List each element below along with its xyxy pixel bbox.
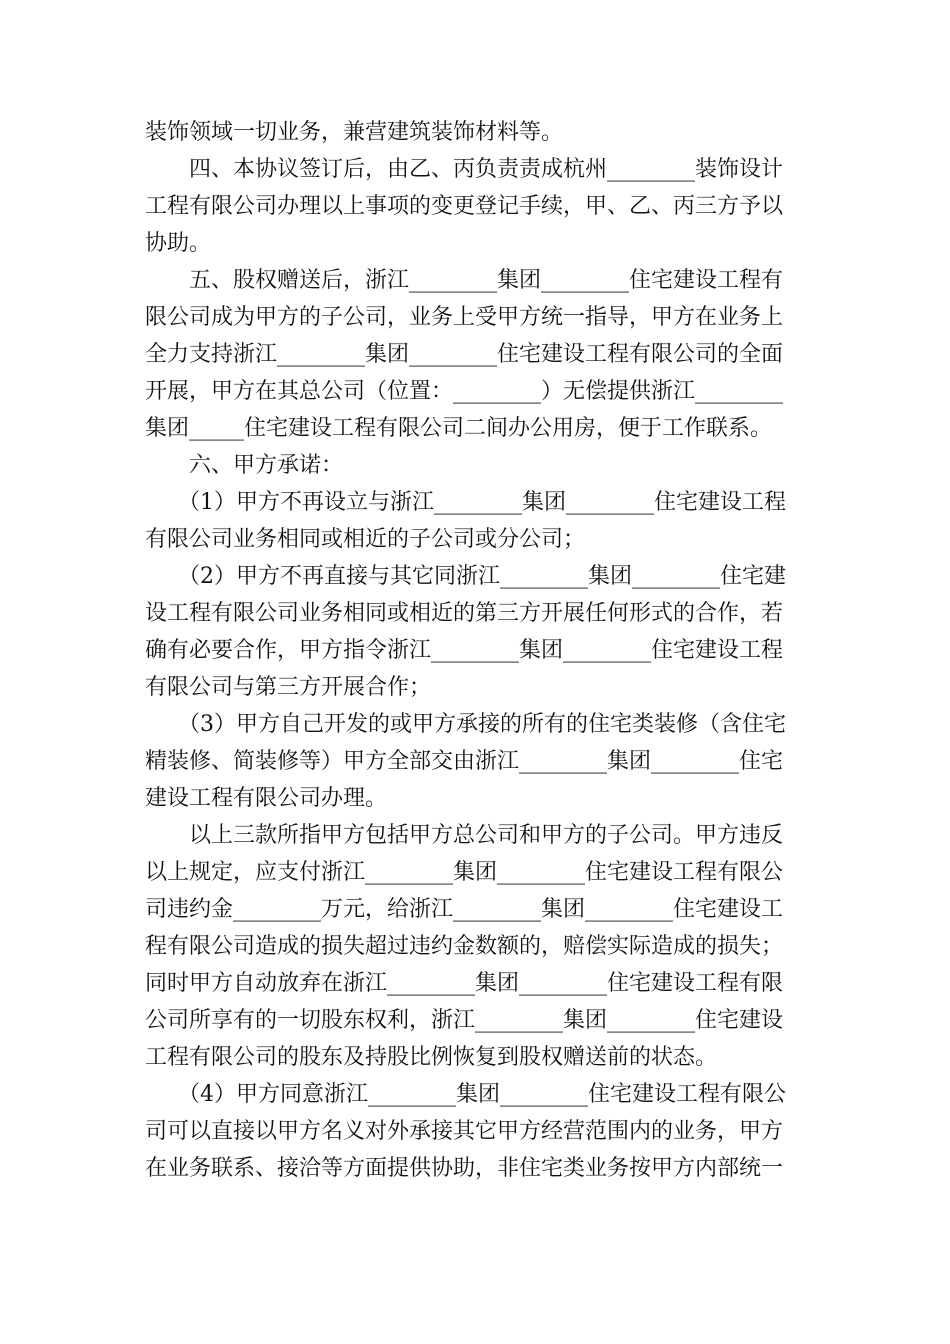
text-line: （1）甲方不再设立与浙江________集团________住宅建设工程 [145, 490, 786, 515]
text-line: 公司所享有的一切股东权利，浙江________集团________住宅建设 [145, 1008, 784, 1033]
text-line: 四、本协议签订后，由乙、丙负责责成杭州________装饰设计 [145, 157, 784, 182]
text-line: 有限公司与第三方开展合作； [145, 675, 432, 700]
text-line: 装饰领域一切业务，兼营建筑装饰材料等。 [145, 120, 564, 145]
text-line: 以上三款所指甲方包括甲方总公司和甲方的子公司。甲方违反 [145, 823, 784, 848]
text-line: 集团_____住宅建设工程有限公司二间办公用房，便于工作联系。 [145, 416, 773, 441]
text-line: （3）甲方自己开发的或甲方承接的所有的住宅类装修（含住宅 [145, 712, 786, 737]
text-line: 全力支持浙江________集团________住宅建设工程有限公司的全面 [145, 342, 784, 367]
text-line: 六、甲方承诺： [145, 453, 344, 478]
text-line: （2）甲方不再直接与其它同浙江________集团________住宅建 [145, 564, 786, 589]
text-line: 确有必要合作，甲方指令浙江________集团________住宅建设工程 [145, 638, 784, 663]
text-line: 有限公司业务相同或相近的子公司或分公司； [145, 527, 586, 552]
text-line: 开展，甲方在其总公司（位置：________）无偿提供浙江________ [145, 379, 784, 404]
text-line: 五、股权赠送后，浙江________集团________住宅建设工程有 [145, 268, 784, 293]
text-line: 工程有限公司办理以上事项的变更登记手续，甲、乙、丙三方予以 [145, 194, 784, 219]
text-line: 精装修、简装修等）甲方全部交由浙江________集团________住宅 [145, 749, 784, 774]
text-line: 协助。 [145, 231, 212, 256]
text-line: 建设工程有限公司办理。 [145, 786, 388, 811]
text-line: 在业务联系、接洽等方面提供协助，非住宅类业务按甲方内部统一 [145, 1156, 784, 1181]
text-line: 以上规定，应支付浙江________集团________住宅建设工程有限公 [145, 860, 784, 885]
text-line: 司可以直接以甲方名义对外承接其它甲方经营范围内的业务，甲方 [145, 1119, 784, 1144]
text-line: 同时甲方自动放弃在浙江________集团________住宅建设工程有限 [145, 971, 784, 996]
text-line: 程有限公司造成的损失超过违约金数额的，赔偿实际造成的损失； [145, 934, 784, 959]
text-line: （4）甲方同意浙江________集团________住宅建设工程有限公 [145, 1082, 786, 1107]
text-line: 司违约金________万元，给浙江________集团________住宅建设工 [145, 897, 784, 922]
text-line: 限公司成为甲方的子公司，业务上受甲方统一指导，甲方在业务上 [145, 305, 784, 330]
text-line: 设工程有限公司业务相同或相近的第三方开展任何形式的合作，若 [145, 601, 784, 626]
text-line: 工程有限公司的股东及持股比例恢复到股权赠送前的状态。 [145, 1045, 718, 1070]
